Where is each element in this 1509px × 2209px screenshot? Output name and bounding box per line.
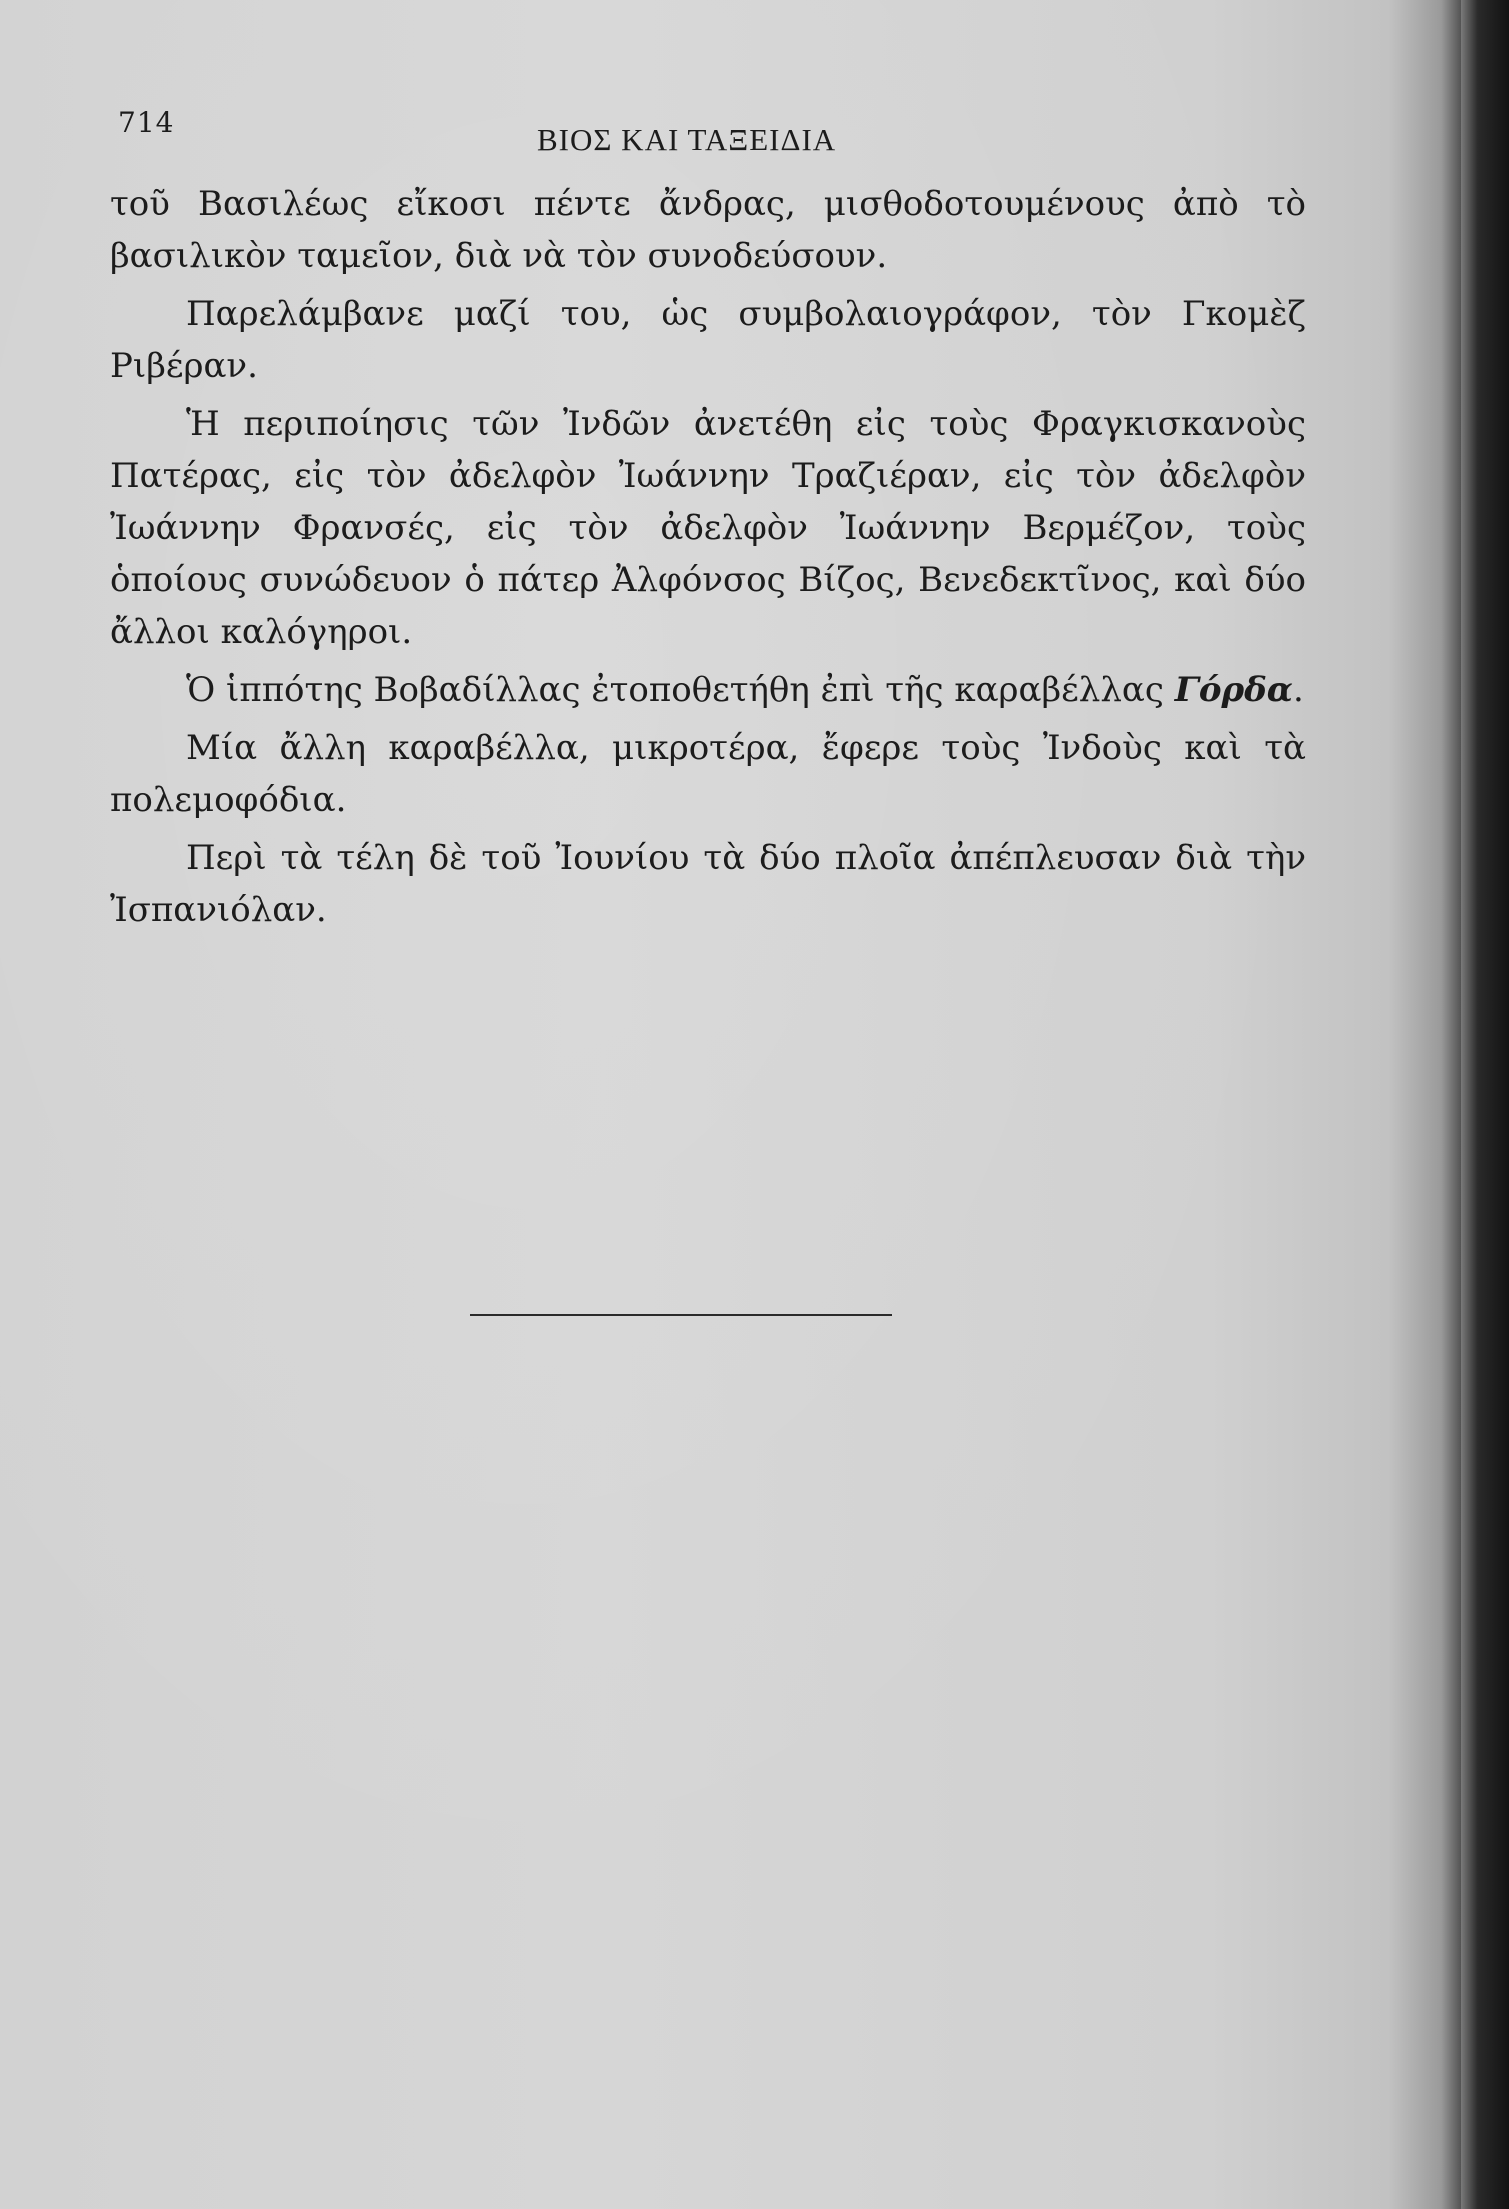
paragraph: Μία ἄλλη καραβέλλα, μικροτέρα, ἔφερε τοὺς Ἰνδοὺς καὶ τὰ πολεμοφόδια. (110, 728, 1306, 820)
paragraph-punctuation: . (1292, 670, 1304, 710)
paragraph: Ἡ περιποίησις τῶν Ἰνδῶν ἀνετέθη εἰς τοὺς Φραγκισκανοὺς Πατέρας, εἰς τὸν ἀδελφὸν Ἰωάννην Τραζιέραν, εἰς τὸν ἀδελφὸν Ἰωάννην Φρανσές, εἰς τὸν ἀδελφὸν Ἰωάννην Βερμέζον, τοὺς ὁποίους συνώδευον ὁ πάτερ Ἀλφόνσος Βίζος, Βενεδεκτῖνος, καὶ δύο ἄλλοι καλόγηροι. (110, 404, 1306, 652)
paragraph-text: Ὁ ἱππότης Βοβαδίλλας ἐτοποθετήθη ἐπὶ τῆς καραβέλλας (186, 670, 1164, 710)
page-number: 714 (118, 106, 175, 139)
running-head: ΒΙΟΣ ΚΑΙ ΤΑΞΕΙΔΙΑ (537, 122, 837, 157)
ship-name: Γόρδα (1174, 670, 1293, 710)
body-text (110, 178, 1306, 936)
paragraph (110, 664, 1306, 716)
paragraph: Περὶ τὰ τέλη δὲ τοῦ Ἰουνίου τὰ δύο πλοῖα ἀπέπλευσαν διὰ τὴν Ἰσπανιόλαν. (110, 838, 1306, 930)
chapter-end-rule (470, 1314, 892, 1316)
paragraph: Παρελάμβανε μαζί του, ὡς συμβολαιογράφον, τὸν Γκομὲζ Ριβέραν. (110, 294, 1306, 386)
page-gutter-shadow (1461, 0, 1509, 2209)
paragraph: τοῦ Βασιλέως εἴκοσι πέντε ἄνδρας, μισθοδοτουμένους ἀπὸ τὸ βασιλικὸν ταμεῖον, διὰ νὰ τὸν συνοδεύσουν. (110, 184, 1306, 276)
